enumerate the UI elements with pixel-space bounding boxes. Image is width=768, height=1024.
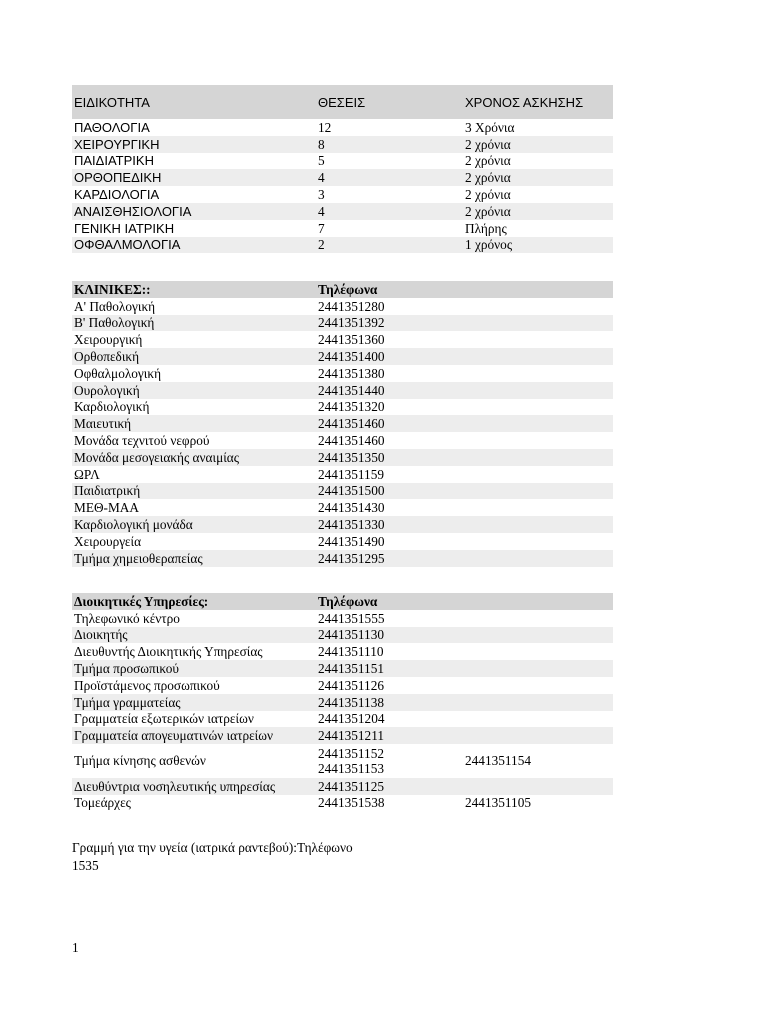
table-row: [72, 449, 613, 466]
service-extra-phone-cell: 2441351154: [465, 753, 531, 769]
empty-cell: [463, 399, 613, 416]
page-number: 1: [72, 940, 79, 955]
admin-header-row: [72, 593, 613, 610]
empty-cell: [463, 466, 613, 483]
service-name-cell: Διοικητής: [72, 627, 316, 644]
positions-cell: 7: [318, 220, 325, 236]
table-row: [72, 499, 613, 516]
clinic-phone-cell: 2441351320: [318, 399, 385, 415]
phones-column-header: Τηλέφωνα: [316, 593, 463, 610]
service-name-cell: Τηλεφωνικό κέντρο: [74, 610, 180, 626]
specialty-cell: ΟΡΘΟΠΕΔΙΚΗ: [72, 169, 316, 186]
service-phone-cell: 2441351555: [318, 610, 385, 626]
table-row: [72, 677, 613, 694]
clinic-phone-cell: 2441351350: [316, 449, 463, 466]
clinic-phone-cell: 2441351330: [316, 516, 463, 533]
service-name-cell: Τμήμα προσωπικού: [72, 660, 316, 677]
clinic-name-cell: ΩΡΛ: [74, 466, 100, 482]
empty-cell: [463, 550, 613, 567]
service-phone-line-2: 2441351153: [318, 760, 384, 776]
service-phone-cell: [316, 744, 463, 778]
service-extra-phone-cell: [463, 694, 613, 711]
service-extra-phone-cell: [463, 711, 613, 728]
training-time-column-header: ΧΡΟΝΟΣ ΑΣΚΗΣΗΣ: [463, 85, 613, 119]
empty-cell: [463, 593, 613, 610]
table-row: [72, 550, 613, 567]
table-row: [72, 483, 613, 500]
specialties-table: [72, 85, 613, 253]
clinic-name-cell: Παιδιατρική: [72, 483, 316, 500]
clinic-name-cell: Καρδιολογική: [74, 399, 150, 415]
positions-cell: 4: [316, 169, 463, 186]
service-name-cell: Τμήμα γραμματείας: [72, 694, 316, 711]
table-row: [72, 298, 613, 315]
health-line-number: 1535: [72, 858, 99, 873]
positions-cell: 4: [316, 203, 463, 220]
training-time-cell: Πλήρης: [465, 220, 507, 236]
table-row: [72, 399, 613, 416]
table-row: [72, 660, 613, 677]
table-row: [72, 331, 613, 348]
table-row: [72, 516, 613, 533]
service-extra-phone-cell: [463, 643, 613, 660]
service-extra-phone-cell: 2441351105: [465, 795, 531, 811]
table-row: [72, 315, 613, 332]
table-row: [72, 220, 613, 237]
training-time-cell: 2 χρόνια: [465, 153, 511, 169]
service-phone-cell: 2441351204: [318, 711, 385, 727]
service-name-cell: Τμήμα κίνησης ασθενών: [74, 753, 206, 769]
empty-cell: [463, 449, 613, 466]
training-time-cell: 2 χρόνια: [463, 203, 613, 220]
training-time-cell: 3 Χρόνια: [465, 119, 515, 135]
service-name-cell: Τομεάρχες: [74, 795, 131, 811]
specialties-header-row: [72, 85, 613, 119]
service-extra-phone-cell: [463, 627, 613, 644]
clinic-name-cell: Α' Παθολογική: [74, 298, 156, 314]
health-line-text: Γραμμή για την υγεία (ιατρικά ραντεβού):Τηλέφωνο: [72, 840, 353, 855]
table-row: [72, 119, 613, 136]
clinic-phone-cell: 2441351460: [316, 415, 463, 432]
empty-cell: [463, 281, 613, 298]
empty-cell: [463, 516, 613, 533]
clinic-name-cell: Μονάδα μεσογειακής αναιμίας: [72, 449, 316, 466]
table-row: [72, 365, 613, 382]
clinic-name-cell: Μαιευτική: [72, 415, 316, 432]
table-row: [72, 466, 613, 483]
empty-cell: [463, 331, 613, 348]
clinic-phone-cell: 2441351280: [318, 298, 385, 314]
training-time-cell: 2 χρόνια: [463, 169, 613, 186]
empty-cell: [463, 432, 613, 449]
specialty-cell: ΓΕΝΙΚΗ ΙΑΤΡΙΚΗ: [74, 220, 175, 236]
specialty-cell: ΑΝΑΙΣΘΗΣΙΟΛΟΓΙΑ: [72, 203, 316, 220]
table-row: [72, 711, 613, 728]
positions-cell: 3: [318, 187, 325, 203]
table-row: [72, 237, 613, 254]
clinic-phone-cell: 2441351392: [316, 315, 463, 332]
service-name-cell: Γραμματεία εξωτερικών ιατρείων: [74, 711, 254, 727]
table-row: [72, 432, 613, 449]
clinic-name-cell: Οφθαλμολογική: [74, 365, 162, 381]
service-phone-cell: 2441351151: [316, 660, 463, 677]
empty-cell: [463, 499, 613, 516]
service-name-cell: Γραμματεία απογευματινών ιατρείων: [72, 727, 316, 744]
clinic-phone-cell: 2441351440: [316, 382, 463, 399]
service-extra-phone-cell: [463, 677, 613, 694]
table-row: [72, 186, 613, 203]
positions-column-header: ΘΕΣΕΙΣ: [316, 85, 463, 119]
service-extra-phone-cell: [463, 660, 613, 677]
service-phone-cell: 2441351538: [318, 795, 385, 811]
health-line-note: [72, 839, 412, 875]
clinics-header-row: [72, 281, 613, 298]
service-phone-line-1: 2441351152: [318, 745, 384, 761]
table-row: [72, 778, 613, 795]
clinic-phone-cell: 2441351430: [318, 500, 385, 516]
clinic-phone-cell: 2441351159: [318, 466, 384, 482]
clinic-name-cell: Β' Παθολογική: [72, 315, 316, 332]
specialty-column-header: ΕΙΔΙΚΟΤΗΤΑ: [72, 85, 316, 119]
service-extra-phone-cell: [463, 727, 613, 744]
clinic-phone-cell: 2441351460: [318, 433, 385, 449]
empty-cell: [463, 315, 613, 332]
clinic-name-cell: Καρδιολογική μονάδα: [72, 516, 316, 533]
table-row: [72, 627, 613, 644]
training-time-cell: 1 χρόνος: [463, 237, 613, 254]
empty-cell: [463, 365, 613, 382]
clinic-name-cell: Τμήμα χημειοθεραπείας: [72, 550, 316, 567]
positions-cell: 8: [316, 136, 463, 153]
positions-cell: 2: [316, 237, 463, 254]
clinics-table: [72, 281, 613, 567]
table-row: [72, 727, 613, 744]
clinic-phone-cell: 2441351500: [316, 483, 463, 500]
specialty-cell: ΠΑΙΔΙΑΤΡΙΚΗ: [74, 153, 154, 169]
positions-cell: 12: [318, 119, 332, 135]
empty-cell: [463, 298, 613, 315]
clinic-phone-cell: 2441351400: [316, 348, 463, 365]
table-row: [72, 348, 613, 365]
service-phone-cell: 2441351138: [316, 694, 463, 711]
service-phone-cell: 2441351125: [316, 778, 463, 795]
admin-services-column-header: Διοικητικές Υπηρεσίες:: [72, 593, 316, 610]
phones-column-header: Τηλέφωνα: [316, 281, 463, 298]
clinic-name-cell: ΜΕΘ-ΜΑΑ: [74, 500, 140, 516]
empty-cell: [463, 483, 613, 500]
empty-cell: [463, 382, 613, 399]
table-row: [72, 153, 613, 170]
admin-services-table: [72, 593, 613, 811]
table-row: [72, 694, 613, 711]
table-row: [72, 610, 613, 627]
table-row: [72, 136, 613, 153]
specialty-cell: ΚΑΡΔΙΟΛΟΓΙΑ: [74, 187, 160, 203]
table-row: [72, 169, 613, 186]
table-row: [72, 795, 613, 812]
table-row: [72, 744, 613, 778]
service-phone-cell: 2441351110: [318, 644, 384, 660]
clinic-phone-cell: 2441351380: [318, 365, 385, 381]
clinic-name-cell: Χειρουργεία: [74, 533, 142, 549]
clinic-name-cell: Χειρουργική: [74, 332, 143, 348]
service-name-cell: Διευθυντής Διοικητικής Υπηρεσίας: [74, 644, 263, 660]
training-time-cell: 2 χρόνια: [465, 187, 511, 203]
service-extra-phone-cell: [463, 778, 613, 795]
specialty-cell: ΧΕΙΡΟΥΡΓΙΚΗ: [72, 136, 316, 153]
clinic-phone-cell: 2441351360: [318, 332, 385, 348]
clinic-phone-cell: 2441351490: [318, 533, 385, 549]
specialty-cell: ΠΑΘΟΛΟΓΙΑ: [74, 119, 150, 135]
empty-cell: [463, 348, 613, 365]
empty-cell: [463, 415, 613, 432]
clinics-column-header: ΚΛΙΝΙΚΕΣ::: [72, 281, 316, 298]
training-time-cell: 2 χρόνια: [463, 136, 613, 153]
clinic-phone-cell: 2441351295: [316, 550, 463, 567]
table-row: [72, 382, 613, 399]
table-row: [72, 203, 613, 220]
clinic-name-cell: Ουρολογική: [72, 382, 316, 399]
service-name-cell: Προϊστάμενος προσωπικού: [74, 677, 220, 693]
positions-cell: 5: [318, 153, 325, 169]
table-row: [72, 415, 613, 432]
service-extra-phone-cell: [463, 610, 613, 627]
empty-cell: [463, 533, 613, 550]
service-phone-cell: 2441351211: [316, 727, 463, 744]
table-row: [72, 643, 613, 660]
specialty-cell: ΟΦΘΑΛΜΟΛΟΓΙΑ: [72, 237, 316, 254]
clinic-name-cell: Μονάδα τεχνιτού νεφρού: [74, 433, 210, 449]
service-phone-cell: 2441351130: [316, 627, 463, 644]
service-name-cell: Διευθύντρια νοσηλευτικής υπηρεσίας: [72, 778, 316, 795]
clinic-name-cell: Ορθοπεδική: [72, 348, 316, 365]
service-phone-cell: 2441351126: [318, 677, 384, 693]
table-row: [72, 533, 613, 550]
